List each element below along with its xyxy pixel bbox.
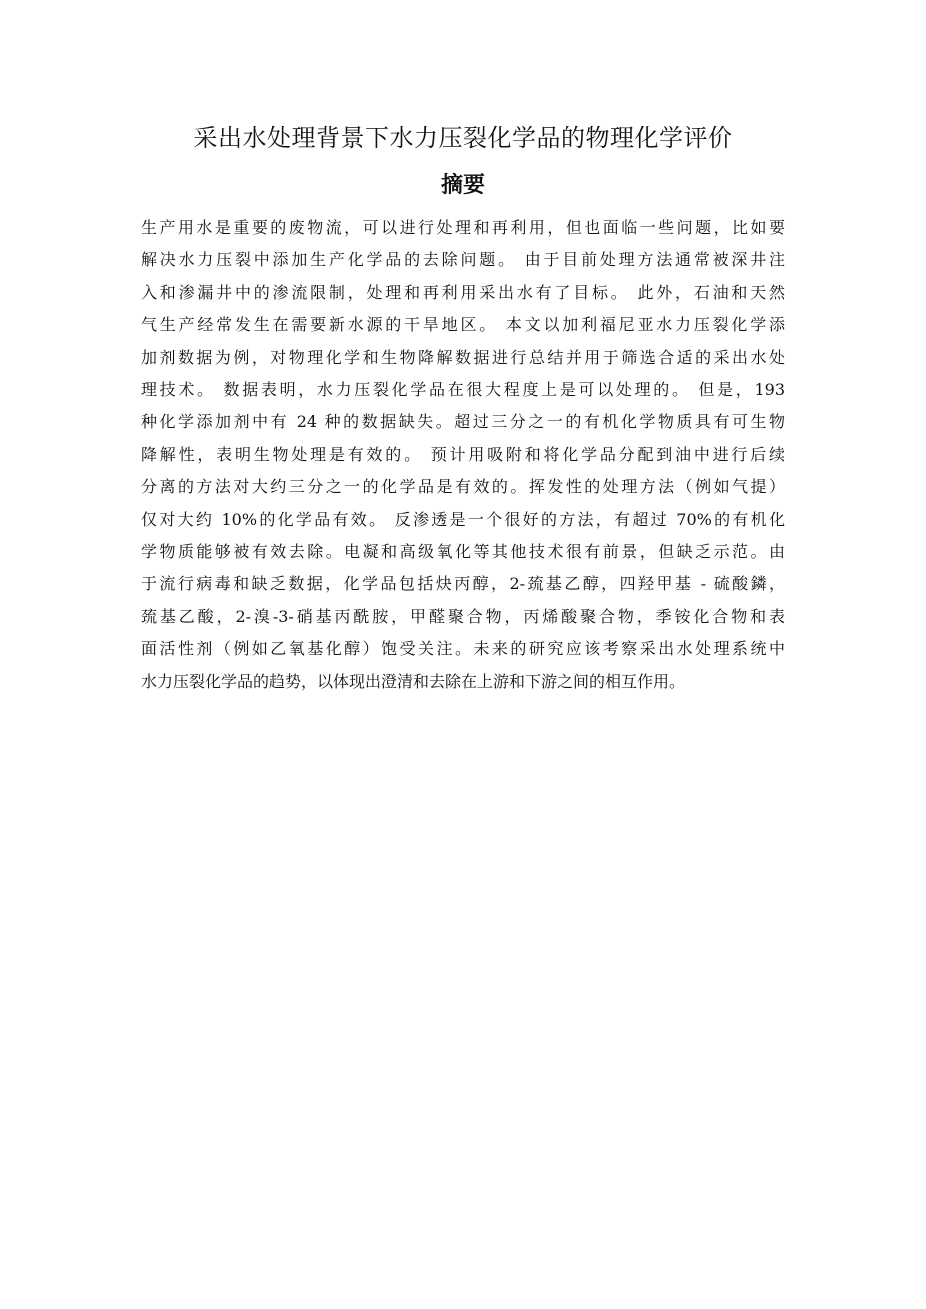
abstract-heading: 摘要: [440, 173, 485, 198]
abstract-line: 学物质能够被有效去除。电凝和高级氧化等其他技术很有前景，但缺乏示范。由: [141, 542, 785, 562]
abstract-body: [141, 212, 785, 698]
abstract-line: 面活性剂（例如乙氧基化醇）饱受关注。未来的研究应该考察采出水处理系统中: [141, 639, 785, 659]
abstract-line: 于流行病毒和缺乏数据，化学品包括炔丙醇，2-巯基乙醇，四羟甲基 - 硫酸鏻，: [141, 574, 785, 594]
abstract-line: 解决水力压裂中添加生产化学品的去除问题。 由于目前处理方法通常被深井注: [141, 250, 785, 270]
abstract-line: 加剂数据为例，对物理化学和生物降解数据进行总结并用于筛选合适的采出水处: [141, 347, 785, 367]
abstract-line: 分离的方法对大约三分之一的化学品是有效的。挥发性的处理方法（例如气提）: [141, 477, 785, 497]
abstract-line: 种化学添加剂中有 24 种的数据缺失。超过三分之一的有机化学物质具有可生物: [141, 412, 785, 432]
document-title: 采出水处理背景下水力压裂化学品的物理化学评价: [193, 124, 733, 152]
abstract-line: 水力压裂化学品的趋势，以体现出澄清和去除在上游和下游之间的相互作用。: [141, 671, 686, 691]
abstract-line: 巯基乙酸，2-溴-3-硝基丙酰胺，甲醛聚合物，丙烯酸聚合物，季铵化合物和表: [141, 606, 785, 626]
abstract-line: 入和渗漏井中的渗流限制，处理和再利用采出水有了目标。 此外，石油和天然: [141, 282, 785, 302]
abstract-line: 理技术。 数据表明，水力压裂化学品在很大程度上是可以处理的。 但是，193: [141, 380, 785, 400]
abstract-line: 生产用水是重要的废物流，可以进行处理和再利用，但也面临一些问题，比如要: [141, 218, 785, 237]
abstract-line: 气生产经常发生在需要新水源的干旱地区。 本文以加利福尼亚水力压裂化学添: [141, 315, 785, 335]
abstract-line: 降解性，表明生物处理是有效的。 预计用吸附和将化学品分配到油中进行后续: [141, 444, 785, 464]
abstract-line: 仅对大约 10%的化学品有效。 反渗透是一个很好的方法，有超过 70%的有机化: [141, 509, 785, 529]
